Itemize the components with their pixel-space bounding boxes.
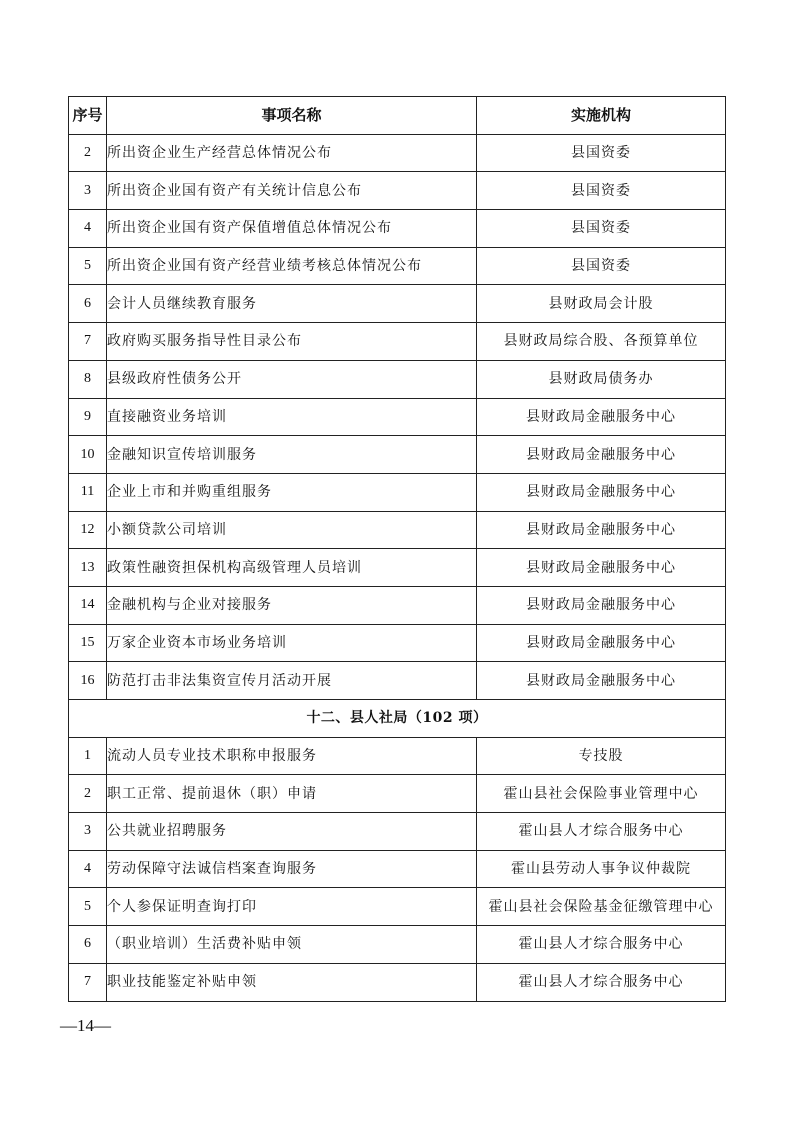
table-row — [69, 586, 726, 624]
table-row — [69, 963, 726, 1001]
table-row — [69, 888, 726, 926]
cell-no: 5 — [69, 888, 107, 926]
cell-name: 小额贷款公司培训 — [107, 511, 477, 549]
cell-no: 3 — [69, 813, 107, 851]
table-row — [69, 775, 726, 813]
cell-org: 县财政局金融服务中心 — [477, 549, 726, 587]
table-body — [69, 134, 726, 1001]
cell-org: 县财政局金融服务中心 — [477, 511, 726, 549]
cell-org: 县财政局金融服务中心 — [477, 624, 726, 662]
table-row — [69, 134, 726, 172]
table-row — [69, 511, 726, 549]
table-row — [69, 398, 726, 436]
cell-name: 县级政府性债务公开 — [107, 360, 477, 398]
cell-name: 职业技能鉴定补贴申领 — [107, 963, 477, 1001]
table-row — [69, 285, 726, 323]
cell-org: 县国资委 — [477, 134, 726, 172]
table-row — [69, 436, 726, 474]
cell-org: 霍山县社会保险事业管理中心 — [477, 775, 726, 813]
cell-name: 职工正常、提前退休（职）申请 — [107, 775, 477, 813]
cell-name: 所出资企业国有资产有关统计信息公布 — [107, 172, 477, 210]
table-row — [69, 662, 726, 700]
table-row — [69, 360, 726, 398]
cell-name: 流动人员专业技术职称申报服务 — [107, 737, 477, 775]
cell-name: 万家企业资本市场业务培训 — [107, 624, 477, 662]
table-header-row — [69, 97, 726, 135]
cell-no: 2 — [69, 775, 107, 813]
table-row — [69, 210, 726, 248]
cell-no: 1 — [69, 737, 107, 775]
cell-org: 霍山县人才综合服务中心 — [477, 926, 726, 964]
cell-org: 县国资委 — [477, 172, 726, 210]
cell-no: 10 — [69, 436, 107, 474]
cell-name: 所出资企业国有资产保值增值总体情况公布 — [107, 210, 477, 248]
cell-no: 7 — [69, 963, 107, 1001]
cell-no: 8 — [69, 360, 107, 398]
header-no: 序号 — [69, 97, 107, 135]
cell-org: 霍山县人才综合服务中心 — [477, 813, 726, 851]
cell-name: 金融机构与企业对接服务 — [107, 586, 477, 624]
cell-org: 霍山县劳动人事争议仲裁院 — [477, 850, 726, 888]
cell-name: 企业上市和并购重组服务 — [107, 473, 477, 511]
cell-org: 霍山县人才综合服务中心 — [477, 963, 726, 1001]
table-row — [69, 247, 726, 285]
table-row — [69, 624, 726, 662]
cell-org: 县财政局金融服务中心 — [477, 662, 726, 700]
cell-no: 15 — [69, 624, 107, 662]
cell-no: 9 — [69, 398, 107, 436]
cell-no: 11 — [69, 473, 107, 511]
service-items-table — [68, 96, 726, 1002]
table-row — [69, 926, 726, 964]
cell-no: 14 — [69, 586, 107, 624]
table-row — [69, 813, 726, 851]
cell-org: 专技股 — [477, 737, 726, 775]
cell-no: 2 — [69, 134, 107, 172]
cell-org: 县国资委 — [477, 210, 726, 248]
cell-no: 6 — [69, 285, 107, 323]
cell-no: 6 — [69, 926, 107, 964]
table-row — [69, 323, 726, 361]
table-row — [69, 737, 726, 775]
cell-org: 霍山县社会保险基金征缴管理中心 — [477, 888, 726, 926]
table-row — [69, 473, 726, 511]
cell-name: 政府购买服务指导性目录公布 — [107, 323, 477, 361]
page-number: —14— — [60, 1016, 111, 1035]
cell-name: 所出资企业国有资产经营业绩考核总体情况公布 — [107, 247, 477, 285]
cell-no: 4 — [69, 850, 107, 888]
cell-name: 所出资企业生产经营总体情况公布 — [107, 134, 477, 172]
cell-no: 4 — [69, 210, 107, 248]
table-row — [69, 850, 726, 888]
cell-name: 劳动保障守法诚信档案查询服务 — [107, 850, 477, 888]
table-row — [69, 172, 726, 210]
header-name: 事项名称 — [107, 97, 477, 135]
cell-no: 5 — [69, 247, 107, 285]
cell-name: 个人参保证明查询打印 — [107, 888, 477, 926]
section-title: 十二、县人社局（102 项） — [69, 700, 726, 738]
cell-org: 县财政局综合股、各预算单位 — [477, 323, 726, 361]
cell-org: 县财政局金融服务中心 — [477, 398, 726, 436]
cell-no: 13 — [69, 549, 107, 587]
cell-no: 3 — [69, 172, 107, 210]
cell-no: 16 — [69, 662, 107, 700]
cell-org: 县财政局金融服务中心 — [477, 473, 726, 511]
table-row — [69, 549, 726, 587]
cell-name: （职业培训）生活费补贴申领 — [107, 926, 477, 964]
cell-name: 金融知识宣传培训服务 — [107, 436, 477, 474]
cell-org: 县财政局债务办 — [477, 360, 726, 398]
cell-org: 县财政局金融服务中心 — [477, 436, 726, 474]
cell-org: 县财政局金融服务中心 — [477, 586, 726, 624]
section-header-row — [69, 700, 726, 738]
cell-name: 政策性融资担保机构高级管理人员培训 — [107, 549, 477, 587]
cell-name: 公共就业招聘服务 — [107, 813, 477, 851]
cell-name: 直接融资业务培训 — [107, 398, 477, 436]
cell-no: 7 — [69, 323, 107, 361]
cell-name: 防范打击非法集资宣传月活动开展 — [107, 662, 477, 700]
cell-no: 12 — [69, 511, 107, 549]
cell-org: 县财政局会计股 — [477, 285, 726, 323]
cell-org: 县国资委 — [477, 247, 726, 285]
cell-name: 会计人员继续教育服务 — [107, 285, 477, 323]
header-org: 实施机构 — [477, 97, 726, 135]
